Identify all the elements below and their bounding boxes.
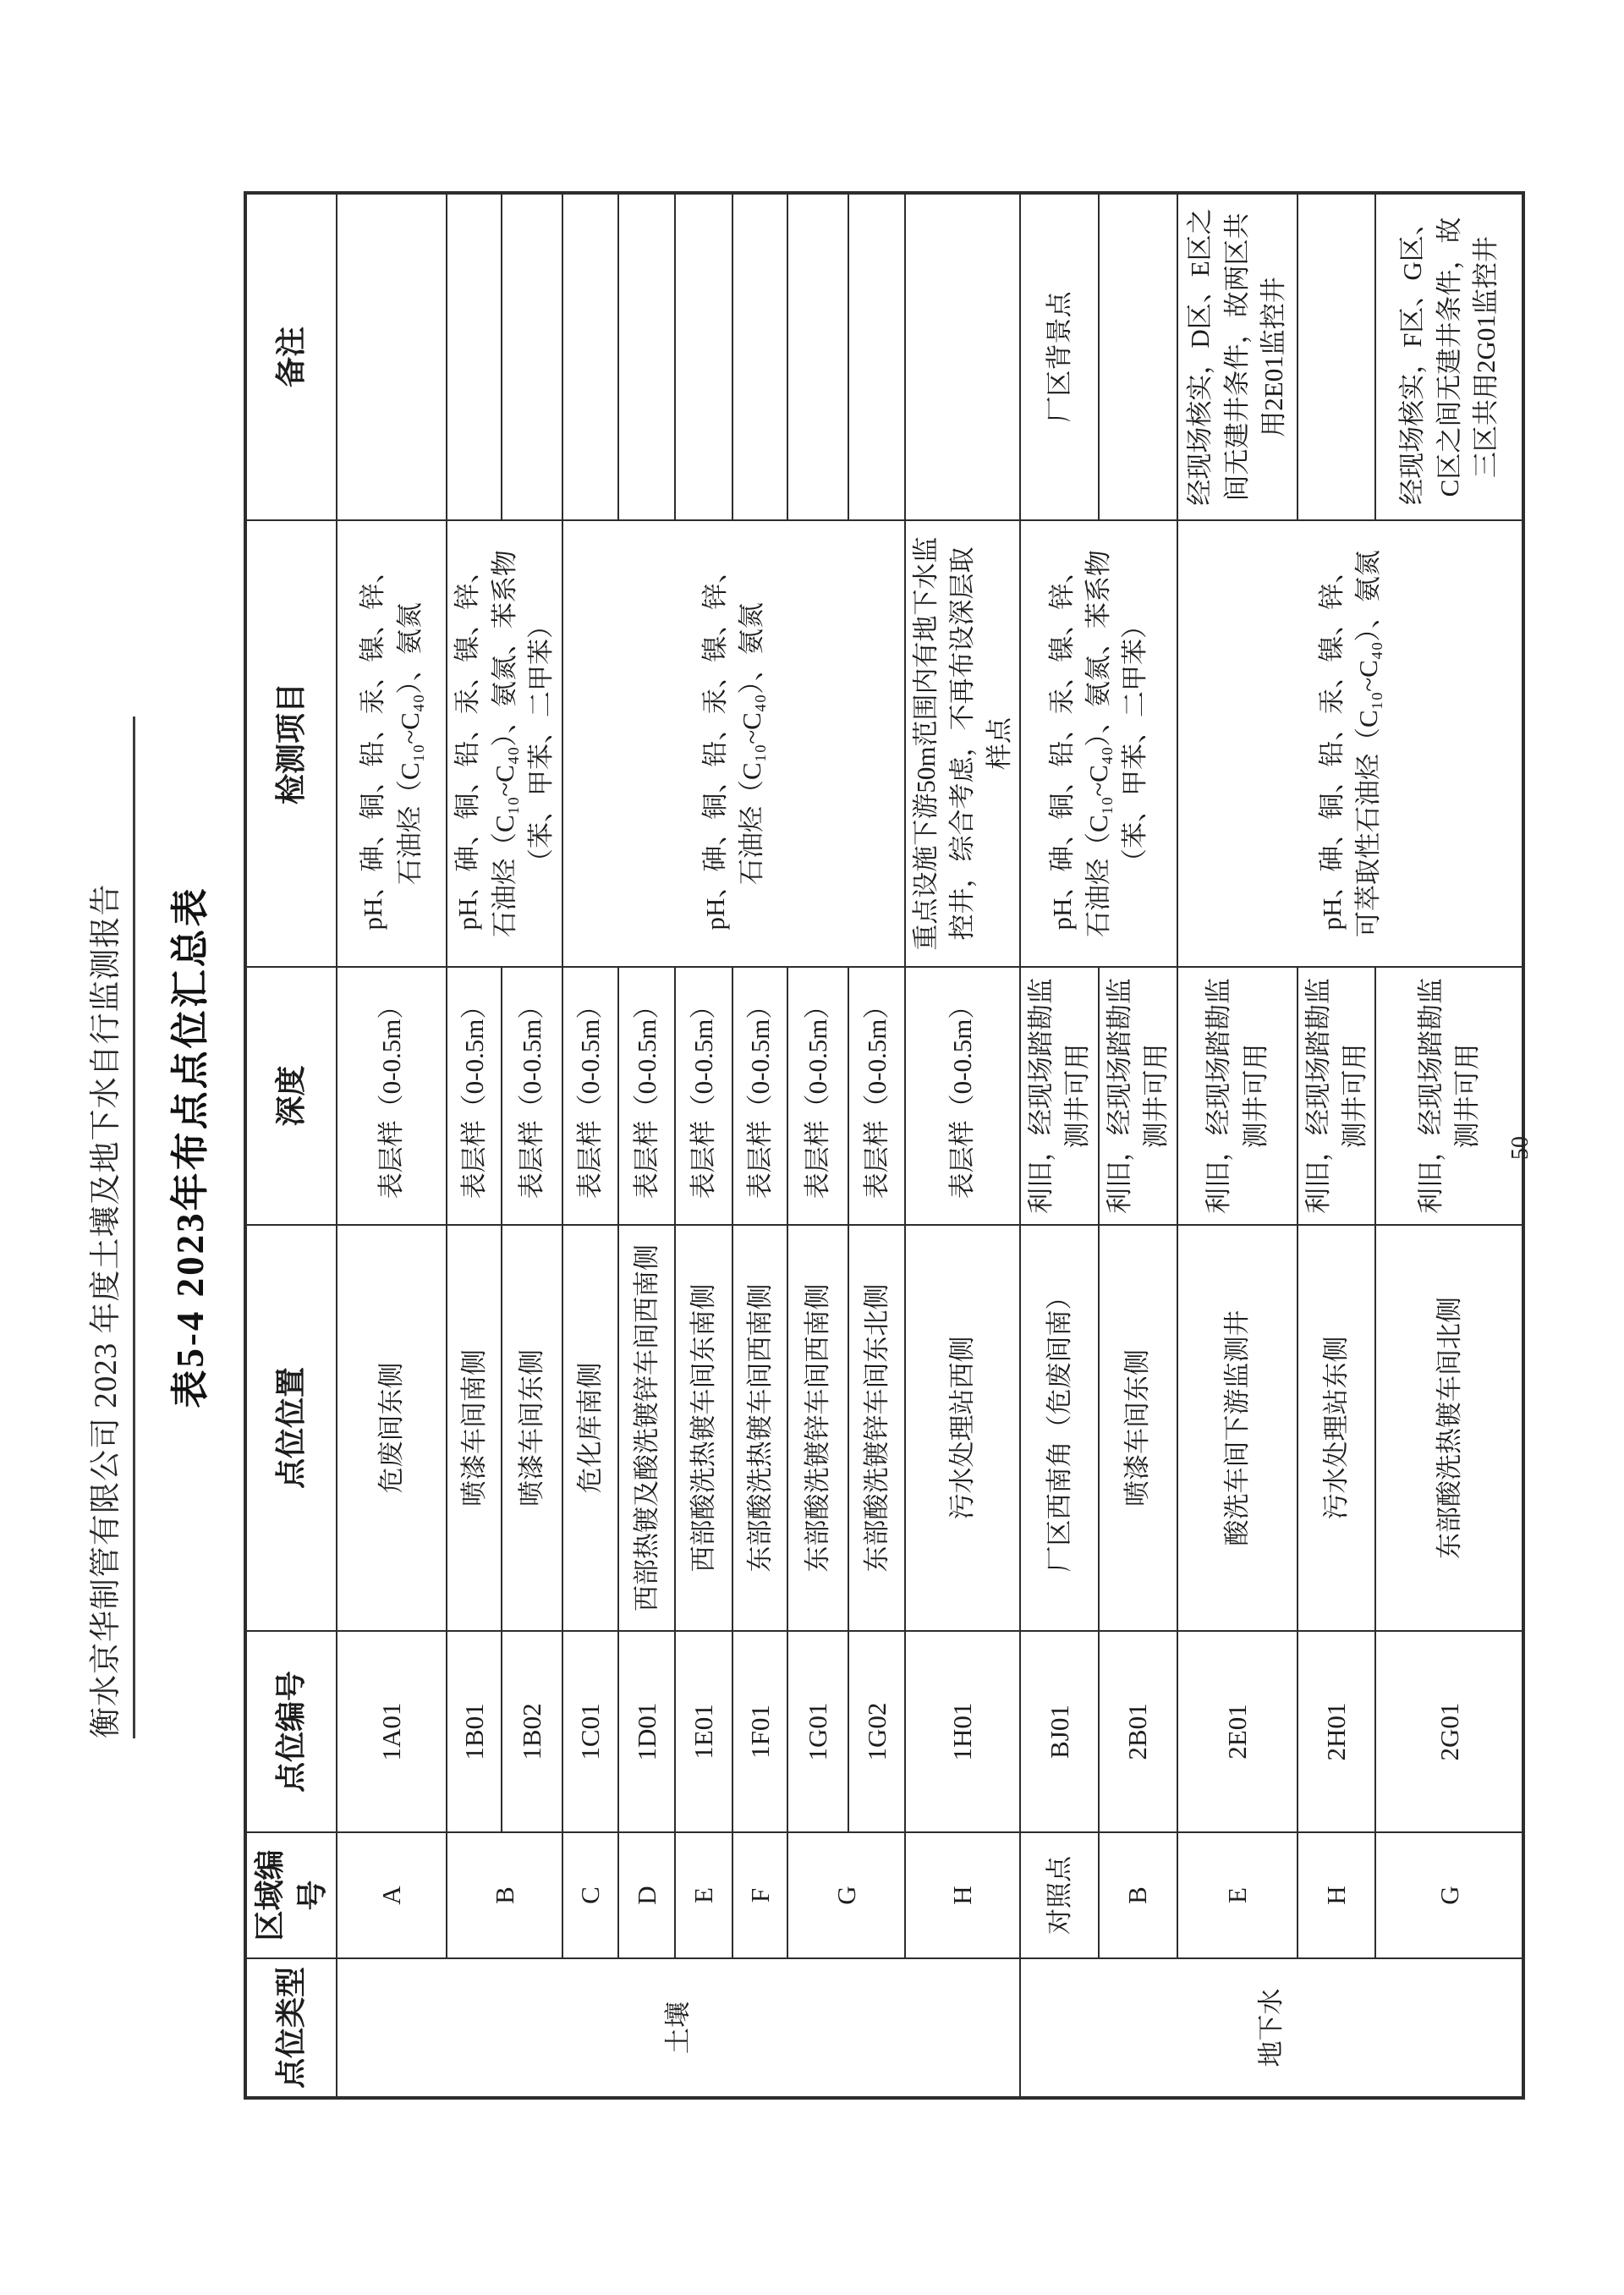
cell-location: 危废间东侧 xyxy=(337,1225,447,1631)
header-zone-code: 区域编号 xyxy=(245,1832,337,1958)
cell-id: 1D01 xyxy=(618,1631,675,1832)
header-point-location: 点位位置 xyxy=(245,1225,337,1631)
header-point-type: 点位类型 xyxy=(245,1958,337,2098)
cell-depth: 表层样（0-0.5m） xyxy=(675,967,732,1225)
cell-depth: 表层样（0-0.5m） xyxy=(732,967,787,1225)
cell-zone: A xyxy=(337,1832,447,1958)
table-row xyxy=(732,193,787,2098)
cell-test-items: pH、砷、铜、铅、汞、镍、锌、石油烃（C₁₀~C₄₀）、氨氮 xyxy=(562,520,905,967)
cell-id: 2G01 xyxy=(1375,1631,1523,1832)
cell-depth: 表层样（0-0.5m） xyxy=(787,967,848,1225)
cell-location: 酸洗车间下游监测井 xyxy=(1177,1225,1298,1631)
cell-id: 1A01 xyxy=(337,1631,447,1832)
cell-id: 2B01 xyxy=(1099,1631,1177,1832)
cell-location: 污水处理站西侧 xyxy=(905,1225,1020,1631)
cell-note-empty xyxy=(1298,193,1376,520)
table-row xyxy=(675,193,732,2098)
cell-id: 1C01 xyxy=(562,1631,618,1832)
cell-test-items: pH、砷、铜、铅、汞、镍、锌、可萃取性石油烃（C₁₀~C₄₀）、氨氮 xyxy=(1177,520,1524,967)
cell-note: 经现场核实，F区、G区、C区之间无建井条件，故三区共用2G01监控井 xyxy=(1375,193,1523,520)
cell-type-groundwater: 地下水 xyxy=(1020,1958,1523,2098)
cell-note-empty xyxy=(1099,193,1177,520)
cell-id: 1G02 xyxy=(848,1631,905,1832)
page-title: 表5-4 2023年布点点位汇总表 xyxy=(169,886,211,1408)
cell-id: 1E01 xyxy=(675,1631,732,1832)
table-row xyxy=(447,193,502,2098)
cell-note-empty xyxy=(787,193,848,520)
cell-id: 1G01 xyxy=(787,1631,848,1832)
cell-note-empty xyxy=(447,193,502,520)
table-row xyxy=(618,193,675,2098)
cell-location: 喷漆车间南侧 xyxy=(447,1225,502,1631)
cell-zone: F xyxy=(732,1832,787,1958)
cell-note: 厂区背景点 xyxy=(1020,193,1099,520)
document-header: 衡水京华制管有限公司 2023 年度土壤及地下水自行监测报告 xyxy=(80,717,135,1738)
cell-location: 东部酸洗镀锌车间东北侧 xyxy=(848,1225,905,1631)
cell-location: 喷漆车间东侧 xyxy=(502,1225,562,1631)
cell-id: 1H01 xyxy=(905,1631,1020,1832)
cell-depth: 表层样（0-0.5m） xyxy=(337,967,447,1225)
cell-note-empty xyxy=(502,193,562,520)
cell-id: 1B01 xyxy=(447,1631,502,1832)
table-row xyxy=(502,193,562,2098)
table-header-row xyxy=(245,193,337,2098)
cell-id: 1B02 xyxy=(502,1631,562,1832)
table-row xyxy=(1177,193,1298,2098)
table-row xyxy=(562,193,618,2098)
cell-note-empty xyxy=(675,193,732,520)
cell-depth: 表层样（0-0.5m） xyxy=(618,967,675,1225)
cell-id: BJ01 xyxy=(1020,1631,1099,1832)
cell-test-items: pH、砷、铜、铅、汞、镍、锌、石油烃（C₁₀~C₄₀）、氨氮、苯系物（苯、甲苯、二甲苯） xyxy=(1020,520,1177,967)
header-test-items: 检测项目 xyxy=(245,520,337,967)
cell-depth: 利旧，经现场踏勘监测井可用 xyxy=(1177,967,1298,1225)
cell-note: 经现场核实，D区、E区之间无建井条件，故两区共用2E01监控井 xyxy=(1177,193,1298,520)
table-row xyxy=(848,193,905,2098)
cell-depth: 表层样（0-0.5m） xyxy=(905,967,1020,1225)
cell-note-empty xyxy=(618,193,675,520)
cell-zone: D xyxy=(618,1832,675,1958)
cell-location: 西部酸洗热镀车间东南侧 xyxy=(675,1225,732,1631)
cell-depth: 利旧，经现场踏勘监测井可用 xyxy=(1375,967,1523,1225)
cell-zone: B xyxy=(1099,1832,1177,1958)
table-row xyxy=(1375,193,1523,2098)
page-number: 50 xyxy=(1507,1136,1533,1160)
cell-zone: E xyxy=(1177,1832,1298,1958)
cell-depth: 表层样（0-0.5m） xyxy=(447,967,502,1225)
table-row xyxy=(1298,193,1376,2098)
cell-depth: 利旧，经现场踏勘监测井可用 xyxy=(1020,967,1099,1225)
table-row xyxy=(1020,193,1099,2098)
cell-location: 西部热镀及酸洗镀锌车间西南侧 xyxy=(618,1225,675,1631)
cell-test-items: pH、砷、铜、铅、汞、镍、锌、石油烃（C₁₀~C₄₀）、氨氮、苯系物（苯、甲苯、二甲苯） xyxy=(447,520,562,967)
cell-test-items: pH、砷、铜、铅、汞、镍、锌、石油烃（C₁₀~C₄₀）、氨氮 xyxy=(337,520,447,967)
header-depth: 深度 xyxy=(245,967,337,1225)
cell-depth: 利旧，经现场踏勘监测井可用 xyxy=(1298,967,1376,1225)
cell-id: 2E01 xyxy=(1177,1631,1298,1832)
cell-zone: 对照点 xyxy=(1020,1832,1099,1958)
cell-depth: 表层样（0-0.5m） xyxy=(502,967,562,1225)
cell-zone: G xyxy=(787,1832,905,1958)
cell-location: 东部酸洗热镀车间西南侧 xyxy=(732,1225,787,1631)
header-remarks: 备注 xyxy=(245,193,337,520)
cell-location: 污水处理站东侧 xyxy=(1298,1225,1376,1631)
header-point-code: 点位编号 xyxy=(245,1631,337,1832)
cell-zone: H xyxy=(1298,1832,1376,1958)
table-row xyxy=(337,193,447,2098)
cell-note-empty xyxy=(848,193,905,520)
cell-location: 东部酸洗镀锌车间西南侧 xyxy=(787,1225,848,1631)
cell-zone: H xyxy=(905,1832,1020,1958)
cell-note-empty xyxy=(337,193,447,520)
cell-id: 2H01 xyxy=(1298,1631,1376,1832)
table-row xyxy=(1099,193,1177,2098)
cell-location: 厂区西南角（危废间南） xyxy=(1020,1225,1099,1631)
cell-zone: E xyxy=(675,1832,732,1958)
cell-id: 1F01 xyxy=(732,1631,787,1832)
cell-note: 重点设施下游50m范围内有地下水监控井，综合考虑，不再布设深层取样点 xyxy=(905,520,1020,967)
cell-type-soil: 土壤 xyxy=(337,1958,1020,2098)
table-row xyxy=(787,193,848,2098)
cell-zone: G xyxy=(1375,1832,1523,1958)
table-row xyxy=(905,193,1020,2098)
monitoring-points-summary-table xyxy=(244,191,1525,2100)
cell-location: 危化库南侧 xyxy=(562,1225,618,1631)
cell-location: 喷漆车间东侧 xyxy=(1099,1225,1177,1631)
cell-note-empty xyxy=(562,193,618,520)
cell-depth: 表层样（0-0.5m） xyxy=(562,967,618,1225)
cell-zone: B xyxy=(447,1832,562,1958)
cell-note-empty xyxy=(732,193,787,520)
cell-depth: 利旧，经现场踏勘监测井可用 xyxy=(1099,967,1177,1225)
cell-zone: C xyxy=(562,1832,618,1958)
cell-location: 东部酸洗热镀车间北侧 xyxy=(1375,1225,1523,1631)
cell-depth: 表层样（0-0.5m） xyxy=(848,967,905,1225)
